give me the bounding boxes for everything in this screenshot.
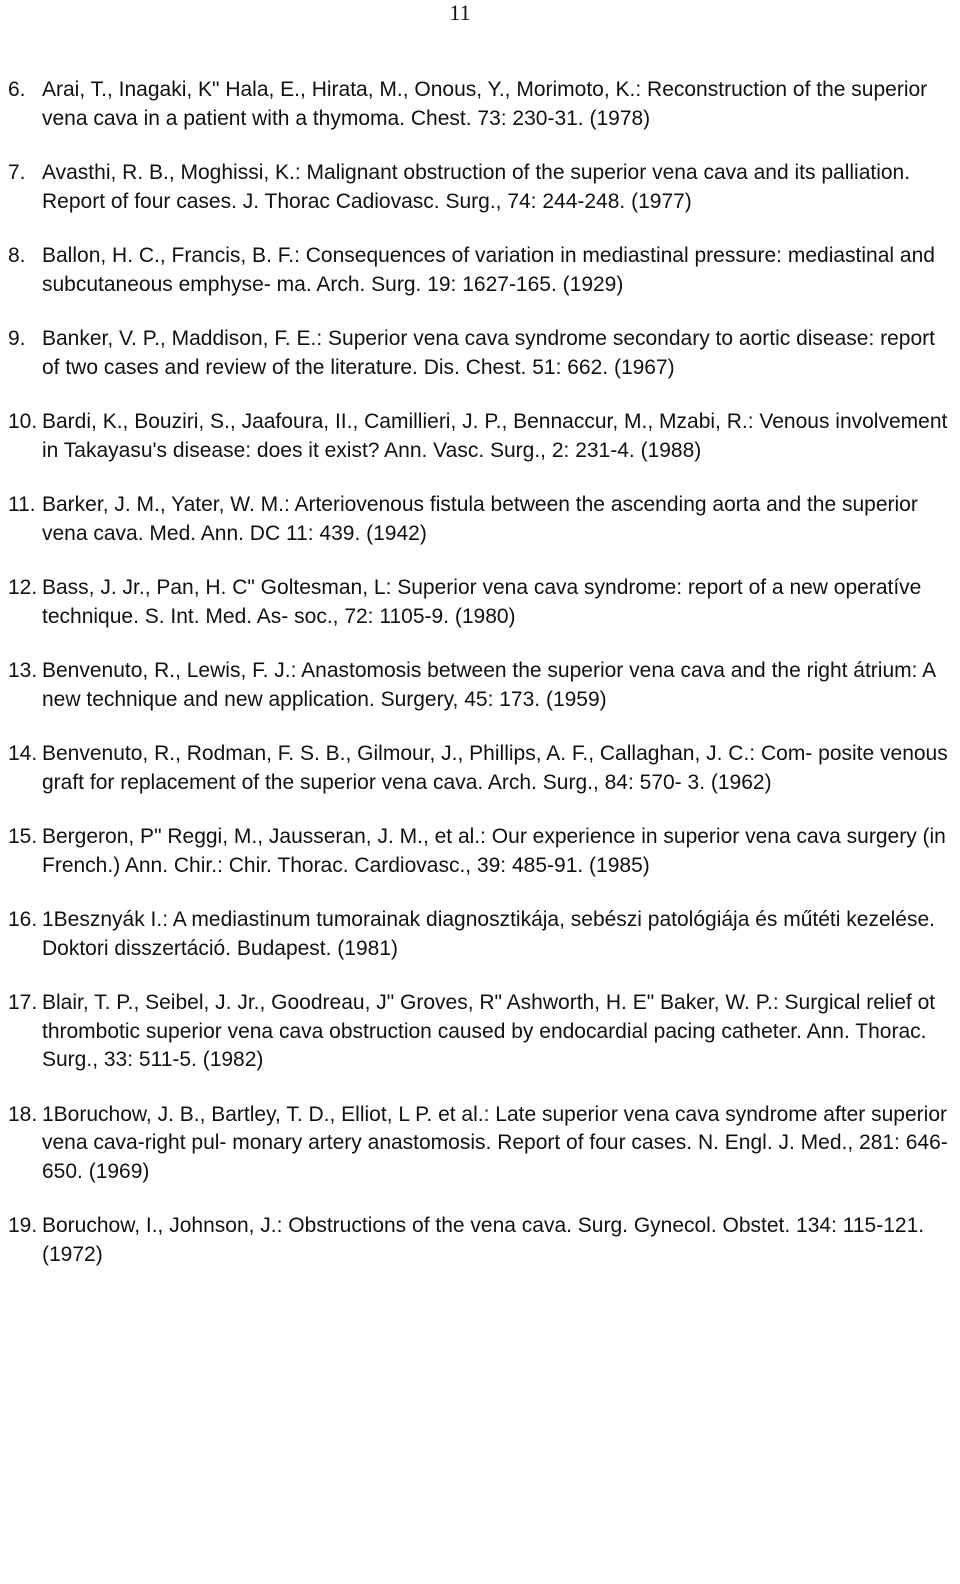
reference-item bbox=[0, 574, 960, 631]
reference-text: 1Boruchow, J. B., Bartley, T. D., Elliot, L P. et al.: Late superior vena cava syndrome after superior vena cava-right pul- monary artery anastomosis. Report of four cases. N. Engl. J. Med., 281: 646- 650. (1969) bbox=[42, 1102, 948, 1183]
reference-text: Boruchow, I., Johnson, J.: Obstructions of the vena cava. Surg. Gynecol. Obstet. 134: 115-121. (1972) bbox=[42, 1214, 925, 1266]
reference-text: 1Besznyák I.: A mediastinum tumorainak diagnosztikája, sebészi patológiája és műtéti kezelése. Doktori disszertáció. Budapest. (1981) bbox=[42, 908, 935, 960]
reference-item bbox=[0, 1101, 960, 1187]
reference-item bbox=[0, 657, 960, 714]
reference-item bbox=[0, 159, 960, 216]
reference-number: 8. bbox=[8, 244, 26, 267]
reference-number: 11. bbox=[8, 493, 36, 516]
page-number: 11 bbox=[449, 0, 471, 25]
reference-item bbox=[0, 740, 960, 797]
reference-item bbox=[0, 325, 960, 382]
reference-item bbox=[0, 906, 960, 963]
reference-number: 10. bbox=[8, 410, 38, 433]
reference-text: Benvenuto, R., Lewis, F. J.: Anastomosis between the superior vena cava and the right átrium: A new technique and new application. Surgery, 45: 173. (1959) bbox=[42, 659, 935, 711]
reference-number: 6. bbox=[8, 78, 26, 101]
reference-number: 13. bbox=[8, 659, 38, 682]
reference-item bbox=[0, 76, 960, 133]
reference-item bbox=[0, 1212, 960, 1269]
reference-text: Ballon, H. C., Francis, B. F.: Consequences of variation in mediastinal pressure: mediastinal and subcutaneous emphyse- ma. Arch. Surg. 19: 1627-165. (1929) bbox=[42, 244, 935, 296]
reference-number: 16. bbox=[8, 908, 38, 931]
reference-list bbox=[0, 76, 960, 1295]
reference-text: Bardi, K., Bouziri, S., Jaafoura, II., Camillieri, J. P., Bennaccur, M., Mzabi, R.: Venous involvement in Takayasu's disease: does it exist? Ann. Vasc. Surg., 2: 231-4. (1988) bbox=[42, 410, 948, 462]
reference-item bbox=[0, 242, 960, 299]
reference-text: Bergeron, P" Reggi, M., Jausseran, J. M., et al.: Our experience in superior vena cava surgery (in French.) Ann. Chir.: Chir. Thorac. Cardiovasc., 39: 485-91. (1985) bbox=[42, 825, 946, 877]
reference-text: Benvenuto, R., Rodman, F. S. B., Gilmour, J., Phillips, A. F., Callaghan, J. C.: Com- posite venous graft for replacement of the superior vena cava. Arch. Surg., 84: 570- 3. (1962) bbox=[42, 742, 948, 794]
reference-item bbox=[0, 823, 960, 880]
reference-item bbox=[0, 989, 960, 1075]
reference-item bbox=[0, 408, 960, 465]
reference-number: 15. bbox=[8, 825, 38, 848]
reference-text: Banker, V. P., Maddison, F. E.: Superior vena cava syndrome secondary to aortic disease: report of two cases and review of the literature. Dis. Chest. 51: 662. (1967) bbox=[42, 327, 935, 379]
reference-number: 12. bbox=[8, 576, 38, 599]
reference-number: 14. bbox=[8, 742, 38, 765]
reference-number: 17. bbox=[8, 991, 38, 1014]
reference-text: Avasthi, R. B., Moghissi, K.: Malignant obstruction of the superior vena cava and its palliation. Report of four cases. J. Thorac Cadiovasc. Surg., 74: 244-248. (1977) bbox=[42, 161, 911, 213]
reference-item bbox=[0, 491, 960, 548]
reference-number: 19. bbox=[8, 1214, 38, 1237]
reference-text: Blair, T. P., Seibel, J. Jr., Goodreau, J" Groves, R" Ashworth, H. E" Baker, W. P.: Surgical relief ot thrombotic superior vena cava obstruction caused by endocardial pacing catheter. Ann. Thorac. Surg., 33: 511-5. (1982) bbox=[42, 991, 936, 1071]
reference-number: 7. bbox=[8, 161, 26, 184]
reference-text: Barker, J. M., Yater, W. M.: Arteriovenous fistula between the ascending aorta and the superior vena cava. Med. Ann. DC 11: 439. (1942) bbox=[42, 493, 918, 545]
reference-text: Bass, J. Jr., Pan, H. C" Goltesman, L: Superior vena cava syndrome: report of a new operatíve technique. S. Int. Med. As- soc., 72: 1105-9. (1980) bbox=[42, 576, 922, 628]
reference-number: 18. bbox=[8, 1102, 38, 1126]
reference-number: 9. bbox=[8, 327, 26, 350]
reference-text: Arai, T., Inagaki, K" Hala, E., Hirata, M., Onous, Y., Morimoto, K.: Reconstruction of the superior vena cava in a patient with a thymoma. Chest. 73: 230-31. (1978) bbox=[42, 78, 928, 130]
